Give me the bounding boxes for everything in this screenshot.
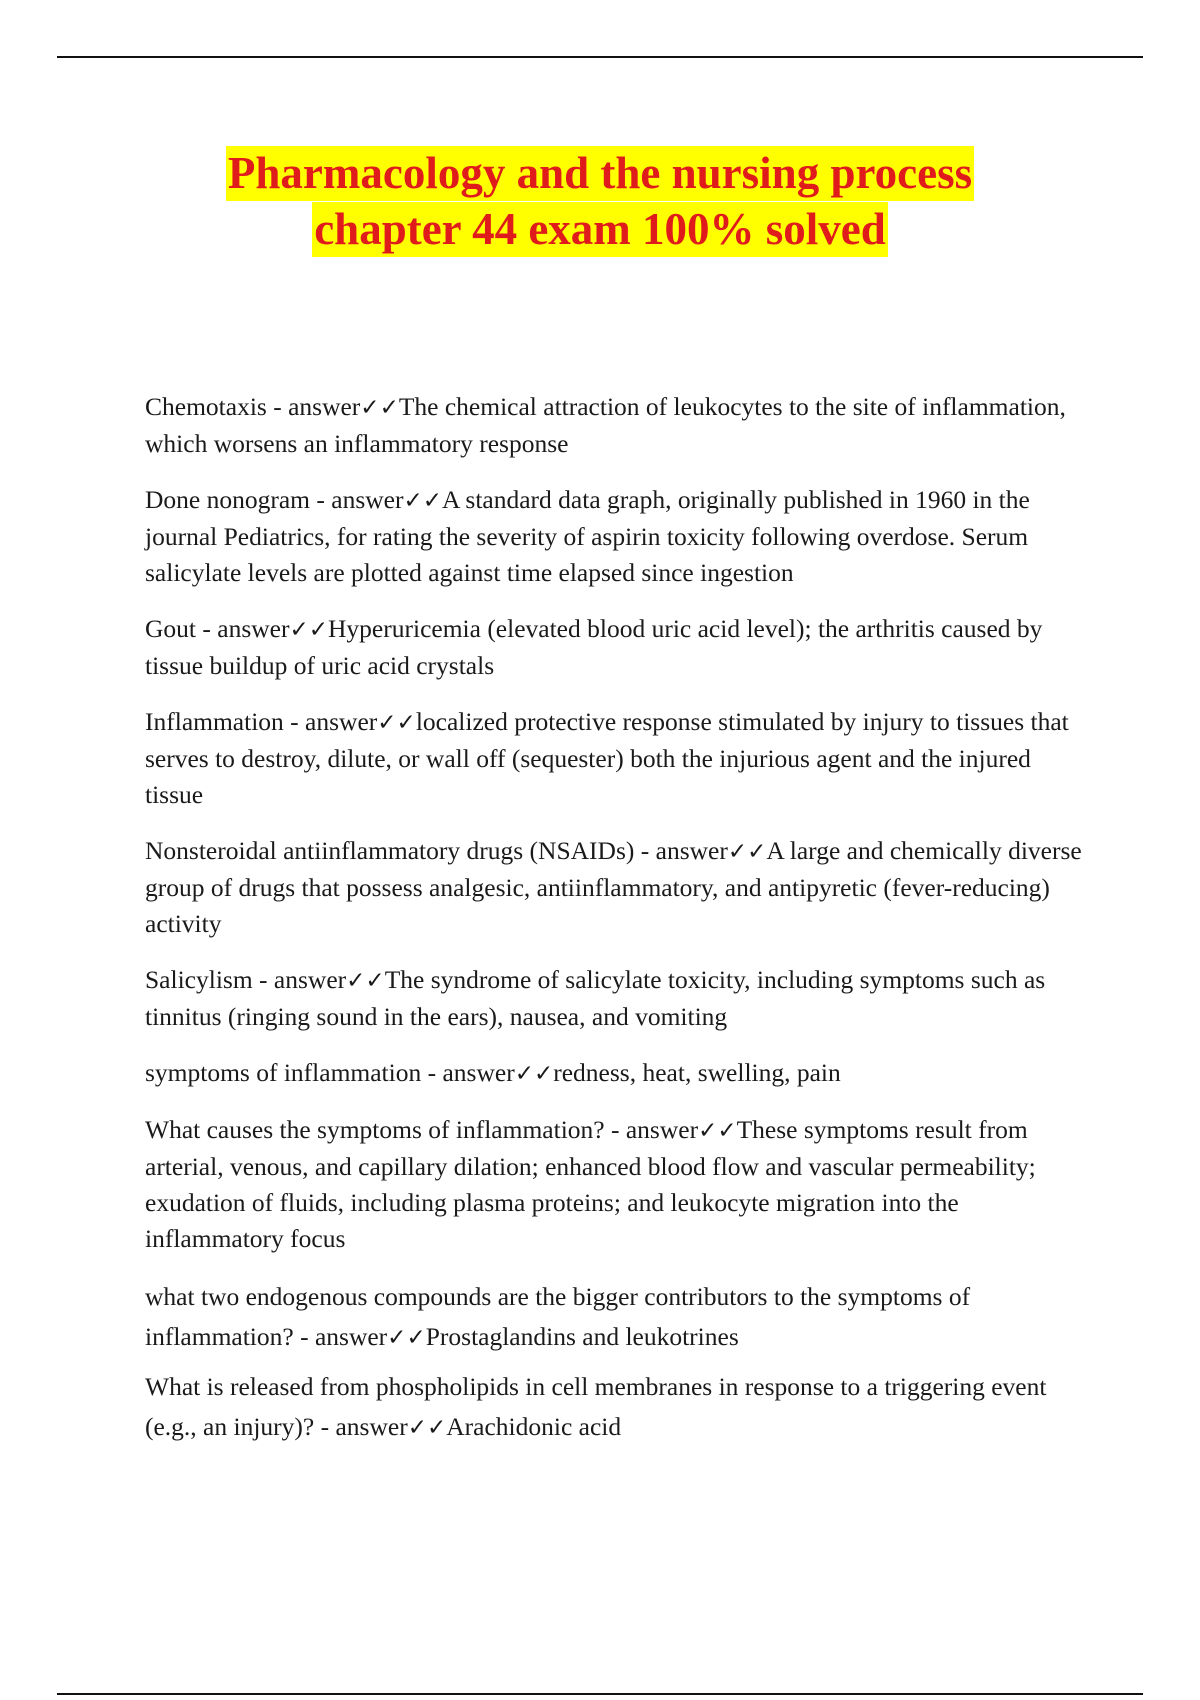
double-check-icon: ✓✓ (289, 617, 329, 643)
qa-term: Gout - (145, 614, 218, 643)
qa-term: Nonsteroidal antiinflammatory drugs (NSAIDs) - (145, 836, 656, 865)
double-check-icon: ✓✓ (698, 1118, 737, 1144)
answer-label: answer (655, 836, 728, 865)
qa-item (145, 482, 1095, 591)
qa-list (145, 389, 1095, 1457)
answer-label: answer (331, 485, 404, 514)
double-check-icon: ✓✓ (377, 710, 416, 736)
qa-term: Chemotaxis - (145, 392, 289, 421)
qa-item (145, 1367, 1095, 1448)
qa-answer: redness, heat, swelling, pain (553, 1058, 841, 1087)
answer-label: answer (314, 1322, 388, 1351)
title-line-1: Pharmacology and the nursing process (226, 146, 974, 201)
qa-item (145, 833, 1095, 942)
answer-label: answer (288, 392, 361, 421)
qa-answer: The chemical attraction of leukocytes to the site of inflammation, which worsens an inflammatory response (145, 392, 1066, 458)
qa-term: Inflammation - (145, 707, 306, 736)
qa-item (145, 704, 1095, 813)
qa-answer: A large and chemically diverse group of drugs that possess analgesic, antiinflammatory, and antipyretic (fever-reducing) activity (145, 836, 1082, 938)
qa-answer: Arachidonic acid (446, 1412, 622, 1441)
double-check-icon: ✓✓ (387, 1325, 426, 1351)
answer-label: answer (625, 1115, 699, 1144)
answer-label: answer (442, 1058, 515, 1087)
qa-answer: A standard data graph, originally published in 1960 in the journal Pediatrics, for rating the severity of aspirin toxicity following overdose. Serum salicylate levels are plotted against time elapsed since ingestion (145, 485, 1030, 587)
qa-item (145, 389, 1095, 462)
qa-term: What causes the symptoms of inflammation? - (145, 1115, 626, 1144)
qa-term: Done nonogram - (145, 485, 332, 514)
double-check-icon: ✓✓ (346, 968, 385, 994)
answer-label: answer (217, 614, 290, 643)
double-check-icon: ✓✓ (407, 1415, 447, 1441)
answer-label: answer (273, 965, 347, 994)
qa-answer: The syndrome of salicylate toxicity, including symptoms such as tinnitus (ringing sound in the ears), nausea, and vomiting (145, 965, 1046, 1031)
double-check-icon: ✓✓ (360, 395, 399, 421)
qa-item (145, 1055, 1095, 1092)
qa-term: what two endogenous compounds are the bigger contributors to the symptoms of inflammation? - (145, 1282, 971, 1351)
double-check-icon: ✓✓ (727, 839, 767, 865)
double-check-icon: ✓✓ (403, 488, 443, 514)
qa-answer: localized protective response stimulated by injury to tissues that serves to destroy, dilute, or wall off (sequester) both the injurious agent and the injured tissue (145, 707, 1069, 809)
qa-answer: Prostaglandins and leukotrines (425, 1322, 739, 1351)
title-line-2: chapter 44 exam 100% solved (312, 202, 888, 257)
qa-item (145, 611, 1095, 684)
answer-label: answer (305, 707, 378, 736)
bottom-rule (57, 1693, 1143, 1695)
qa-term: What is released from phospholipids in cell membranes in response to a triggering event (e.g., an injury)? - (145, 1372, 1047, 1441)
qa-term: symptoms of inflammation - (145, 1058, 443, 1087)
top-rule (57, 56, 1143, 58)
qa-item (145, 962, 1095, 1035)
answer-label: answer (335, 1412, 408, 1441)
qa-answer: These symptoms result from arterial, venous, and capillary dilation; enhanced blood flow and vascular permeability; exudation of fluids, including plasma proteins; and leukocyte migration into the inflammatory focus (145, 1115, 1036, 1253)
document-title (0, 146, 1200, 258)
qa-term: Salicylism - (145, 965, 274, 994)
qa-item (145, 1112, 1095, 1257)
qa-answer: Hyperuricemia (elevated blood uric acid level); the arthritis caused by tissue buildup of uric acid crystals (145, 614, 1043, 680)
double-check-icon: ✓✓ (514, 1061, 554, 1087)
qa-item (145, 1277, 1095, 1358)
